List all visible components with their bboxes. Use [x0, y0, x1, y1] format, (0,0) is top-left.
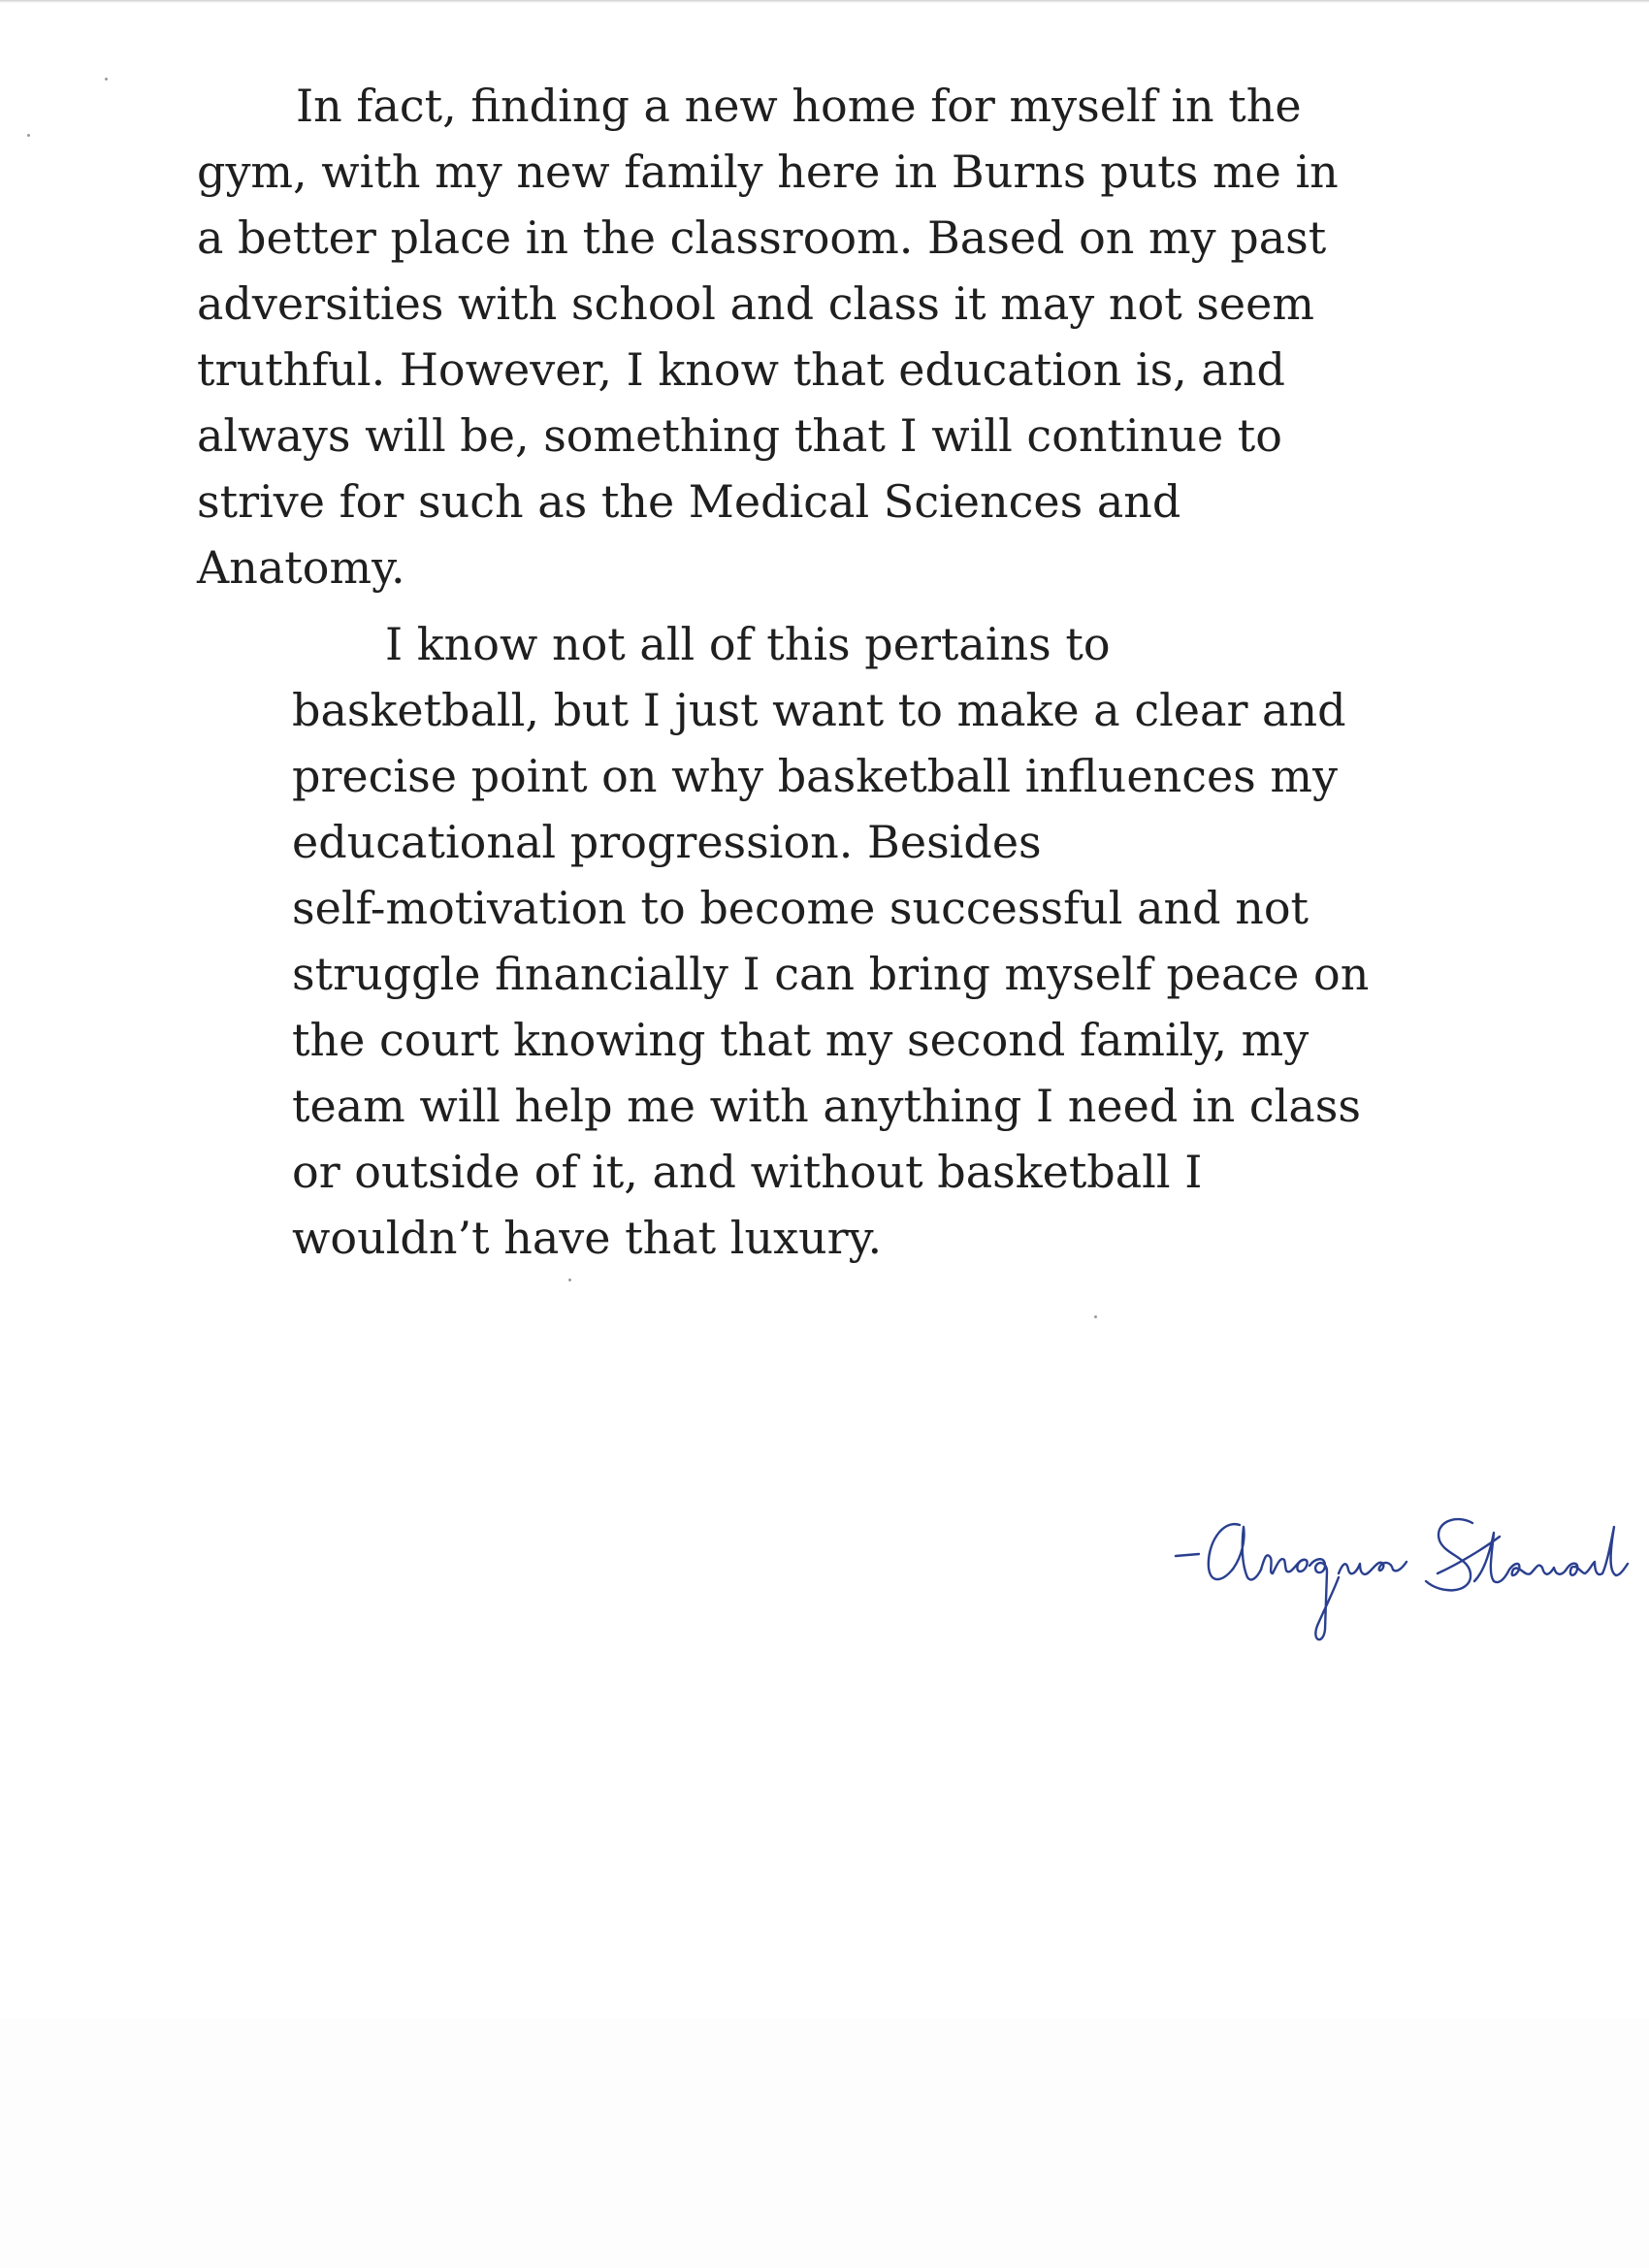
- scan-top-edge: [0, 0, 1649, 3]
- text-line: precise point on why basketball influences my: [292, 750, 1339, 802]
- paragraph-1: [197, 73, 1339, 600]
- text-line: the court knowing that my second family, my: [292, 1014, 1310, 1066]
- text-line: self-motivation to become successful and not: [292, 882, 1310, 934]
- text-line: In fact, finding a new home for myself in the: [296, 80, 1302, 132]
- text-line: struggle financially I can bring myself peace on: [292, 948, 1370, 1000]
- text-line: strive for such as the Medical Sciences and: [197, 475, 1181, 528]
- signature-drawing: [1164, 1484, 1630, 1659]
- scan-speck: [1094, 1315, 1097, 1318]
- handwritten-signature: [1164, 1484, 1630, 1659]
- scan-speck: [27, 134, 30, 137]
- text-line: truthful. However, I know that education is, and: [197, 343, 1285, 396]
- text-line: always will be, something that I will continue to: [197, 409, 1282, 462]
- text-line: team will help me with anything I need in class: [292, 1080, 1361, 1132]
- text-line: Anatomy.: [197, 541, 405, 594]
- text-line: educational progression. Besides: [292, 816, 1042, 868]
- text-line: or outside of it, and without basketball I: [292, 1146, 1203, 1198]
- paragraph-2: [292, 611, 1369, 1271]
- text-line: gym, with my new family here in Burns puts me in: [197, 146, 1339, 198]
- scan-bottom-region: [0, 2018, 1649, 2268]
- text-line: a better place in the classroom. Based on my past: [197, 211, 1327, 264]
- scan-speck: [105, 78, 108, 81]
- text-line: wouldn’t have that luxury.: [292, 1212, 883, 1264]
- text-line: basketball, but I just want to make a clear and: [292, 684, 1346, 736]
- text-line: adversities with school and class it may not seem: [197, 277, 1314, 330]
- text-line: I know not all of this pertains to: [385, 618, 1111, 670]
- scan-speck: [568, 1279, 571, 1281]
